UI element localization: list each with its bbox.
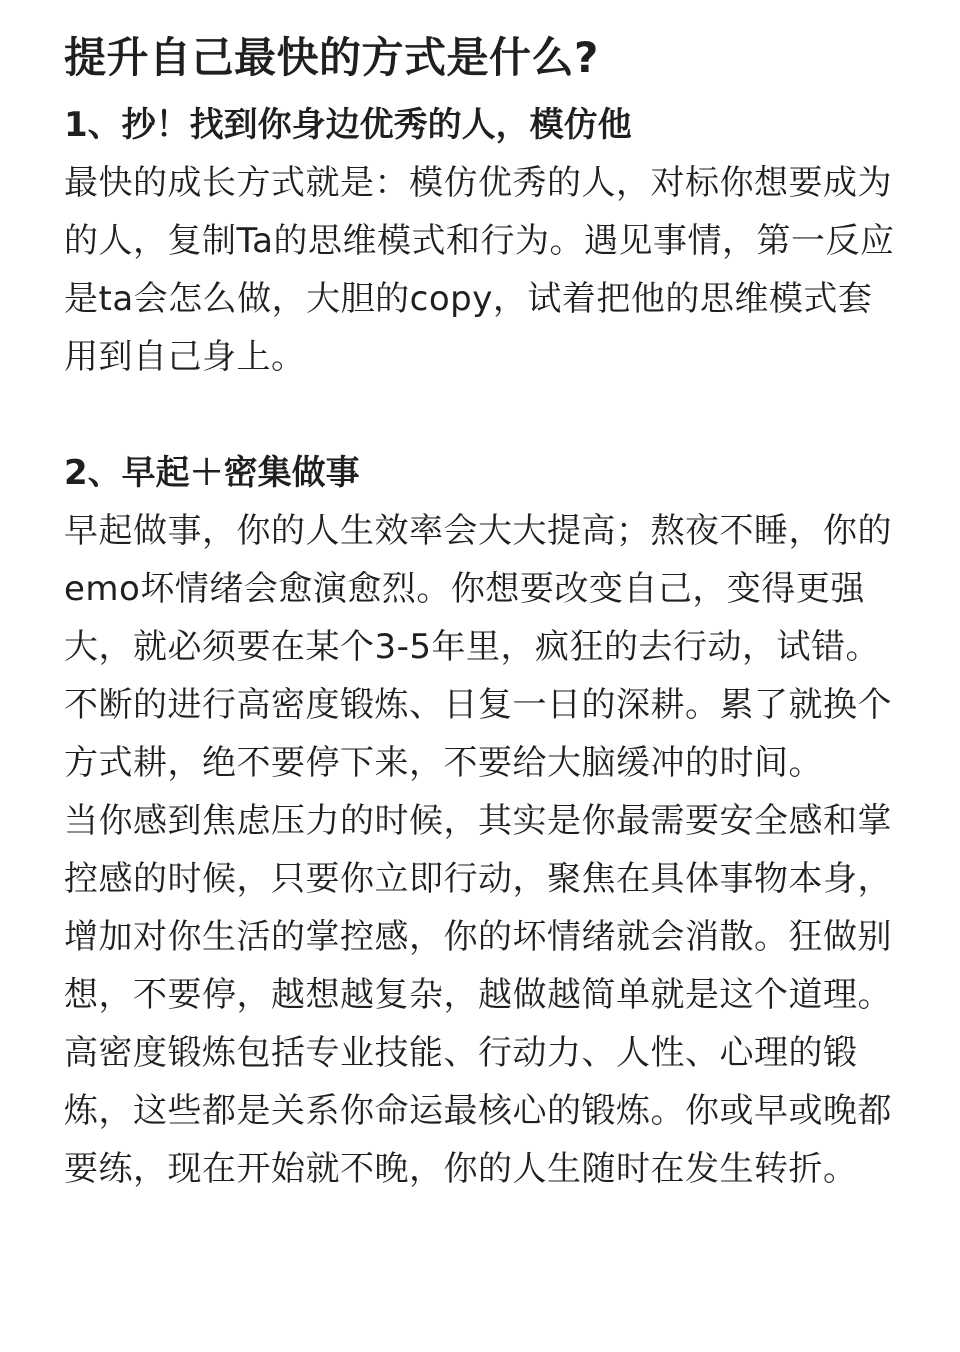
section-2: [64, 444, 904, 1198]
section-heading: 2、早起＋密集做事: [64, 453, 360, 493]
section-spacer: [64, 386, 904, 444]
article: [64, 20, 904, 1198]
section-paragraph: 最快的成长方式就是：模仿优秀的人，对标你想要成为的人，复制Ta的思维模式和行为。遇见事情，第一反应是ta会怎么做，大胆的copy，试着把他的思维模式套用到自己身上。: [64, 163, 895, 377]
section-paragraph: 当你感到焦虑压力的时候，其实是你最需要安全感和掌控感的时候，只要你立即行动，聚焦在具体事物本身，增加对你生活的掌控感，你的坏情绪就会消散。狂做别想，不要停，越想越复杂，越做越简单就是这个道理。高密度锻炼包括专业技能、行动力、人性、心理的锻炼，这些都是关系你命运最核心的锻炼。你或早或晚都要练，现在开始就不晚，你的人生随时在发生转折。: [64, 801, 892, 1189]
article-title: 提升自己最快的方式是什么?: [64, 33, 599, 82]
section-paragraph: 早起做事，你的人生效率会大大提高；熬夜不睡，你的emo坏情绪会愈演愈烈。你想要改变自己，变得更强大，就必须要在某个3-5年里，疯狂的去行动，试错。不断的进行高密度锻炼、日复一日的深耕。累了就换个方式耕，绝不要停下来，不要给大脑缓冲的时间。: [64, 511, 892, 783]
section-1: [64, 96, 904, 386]
section-heading: 1、抄！找到你身边优秀的人，模仿他: [64, 105, 632, 145]
